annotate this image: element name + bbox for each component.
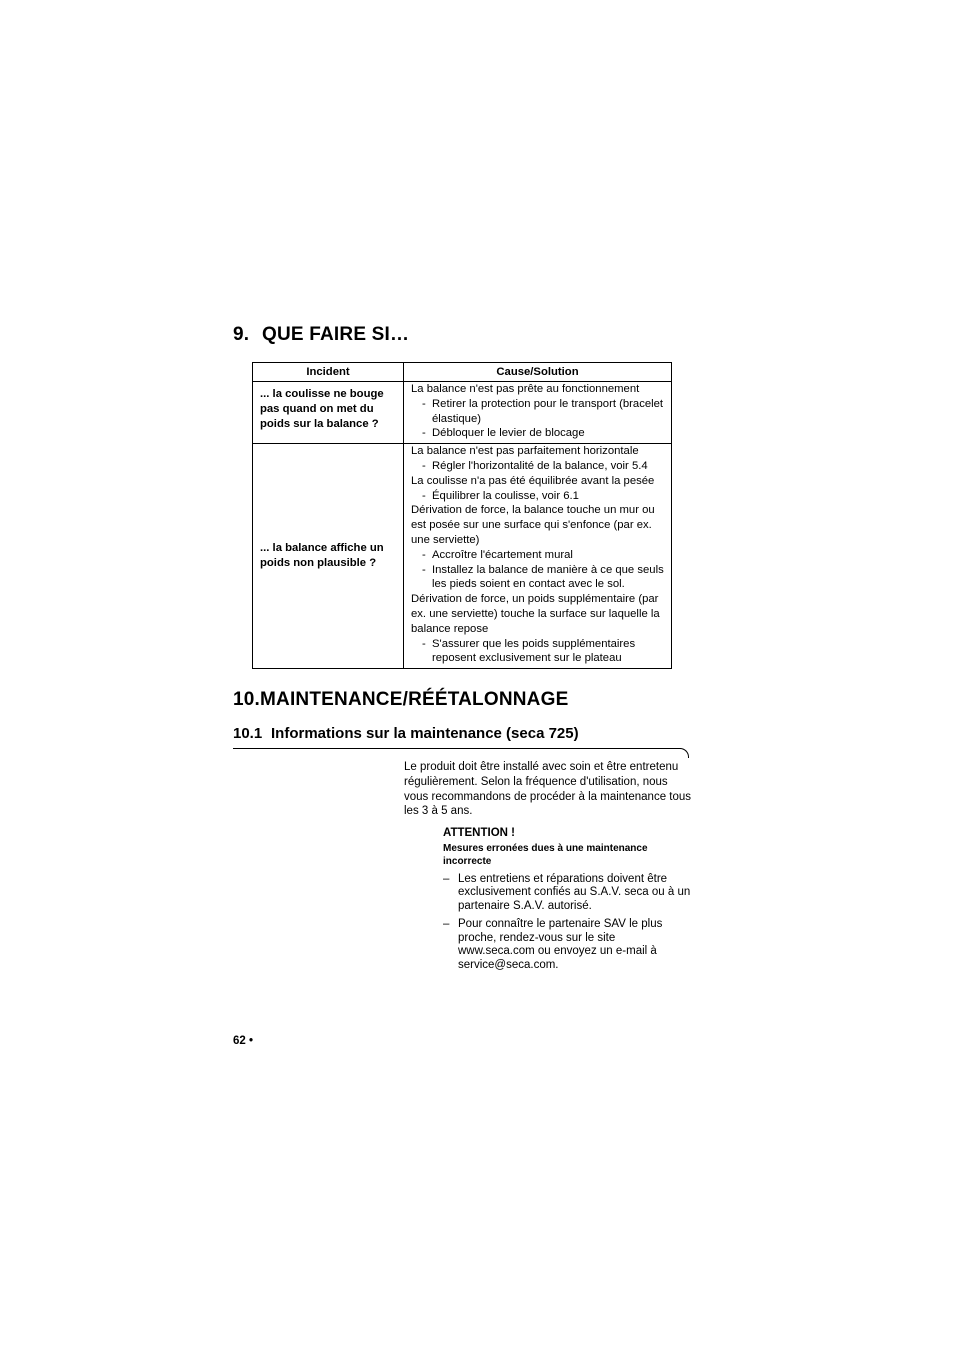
step-text: S'assurer que les poids supplémentaires reposent exclusivement sur le plateau: [432, 637, 636, 665]
table-header-row: [253, 363, 672, 382]
step-dash: -: [422, 427, 426, 440]
solution-step: [411, 489, 669, 504]
section-9-title: QUE FAIRE SI…: [262, 324, 410, 345]
list-dash: –: [443, 917, 450, 930]
section-10-number: 10.: [233, 689, 261, 710]
step-text: Débloquer le levier de blocage: [432, 427, 585, 440]
step-dash: -: [422, 548, 426, 561]
section-10-title: MAINTENANCE/RÉÉTALONNAGE: [260, 689, 569, 710]
step-dash: -: [422, 563, 426, 576]
cause-text: La coulisse n'a pas été équilibrée avant la pesée: [411, 474, 655, 487]
solution-step: [411, 637, 669, 667]
troubleshooting-table: [252, 362, 672, 669]
incident-cell: ... la coulisse ne bouge pas quand on met du poids sur la balance ?: [253, 382, 404, 444]
cause-text: La balance n'est pas parfaitement horizontale: [411, 445, 639, 458]
solution-step: [411, 459, 669, 474]
page-number: 62 •: [233, 1035, 254, 1047]
list-item-text: Les entretiens et réparations doivent être exclusivement confiés au S.A.V. seca ou à un partenaire S.A.V. autorisé.: [458, 872, 691, 913]
incident-cell: ... la balance affiche un poids non plausible ?: [253, 444, 404, 669]
subsection-10-1-heading: [233, 725, 579, 742]
cause-text: Dérivation de force, la balance touche un mur ou est posée sur une surface qui s'enfonce (par ex. une serviette): [411, 504, 655, 546]
table-row: [253, 444, 672, 669]
step-text: Installez la balance de manière à ce que seuls les pieds soient en contact avec le sol.: [432, 563, 664, 591]
subsection-10-1-title: Informations sur la maintenance (seca 725): [271, 725, 579, 742]
step-text: Régler l'horizontalité de la balance, voir 5.4: [432, 459, 648, 472]
section-9-heading: [233, 324, 409, 346]
solution-step: [411, 426, 669, 441]
step-dash: -: [422, 397, 426, 410]
header-incident: Incident: [253, 363, 404, 382]
section-10-heading: [233, 689, 568, 711]
step-dash: -: [422, 489, 426, 502]
cause-text: Dérivation de force, un poids supplémentaire (par ex. une serviette) touche la surface sur laquelle la balance repose: [411, 593, 660, 635]
list-item: [443, 873, 693, 914]
table-row: [253, 382, 672, 444]
maintenance-paragraph: Le produit doit être installé avec soin et être entretenu régulièrement. Selon la fréquence d'utilisation, nous vous recommandons de procéder à la maintenance tous les 3 à 5 ans.: [404, 761, 692, 818]
list-dash: –: [443, 872, 450, 885]
cause-text: La balance n'est pas prête au fonctionnement: [411, 383, 640, 395]
warning-list: [443, 873, 693, 973]
list-item-text: Pour connaître le partenaire SAV le plus proche, rendez-vous sur le site www.seca.com ou envoyez un e-mail à service@seca.com.: [458, 917, 663, 971]
solution-step: [411, 563, 669, 593]
step-dash: -: [422, 637, 426, 650]
solution-step: [411, 548, 669, 563]
cause-solution-cell: [404, 444, 672, 669]
warning-subtitle: Mesures erronées dues à une maintenance incorrecte: [443, 842, 648, 868]
subsection-rule: [233, 748, 681, 749]
solution-step: [411, 397, 669, 427]
warning-title: ATTENTION !: [443, 827, 515, 839]
step-dash: -: [422, 459, 426, 472]
list-item: [443, 918, 693, 973]
step-text: Accroître l'écartement mural: [432, 548, 573, 561]
step-text: Retirer la protection pour le transport (bracelet élastique): [432, 397, 664, 425]
header-cause-solution: Cause/Solution: [404, 363, 672, 382]
warning-block: [443, 827, 693, 977]
step-text: Équilibrer la coulisse, voir 6.1: [432, 489, 579, 502]
section-9-number: 9.: [233, 324, 250, 345]
cause-solution-cell: [404, 382, 672, 444]
subsection-10-1-number: 10.1: [233, 725, 263, 742]
subsection-rule-corner: [679, 748, 689, 758]
